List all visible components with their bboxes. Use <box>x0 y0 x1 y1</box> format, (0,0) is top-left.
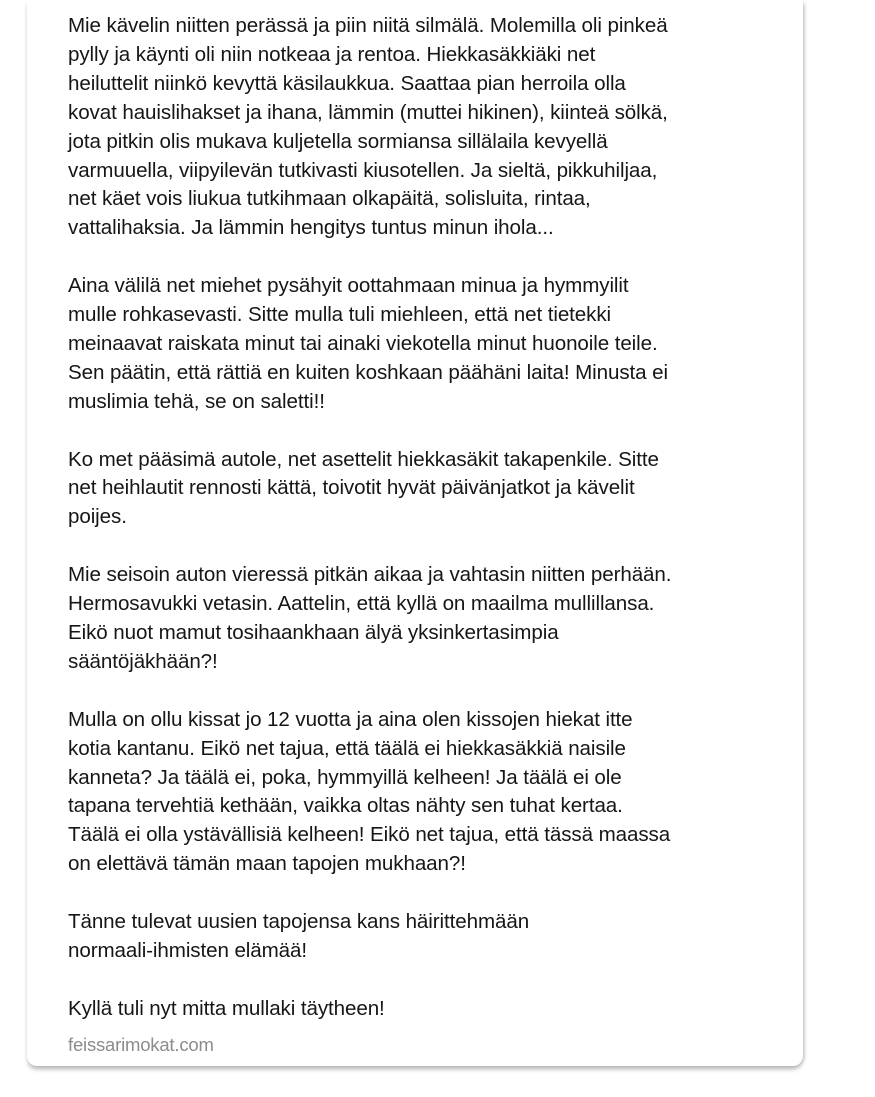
post-paragraph-5: Mulla on ollu kissat jo 12 vuotta ja aina olen kissojen hiekat itte kotia kantanu. Eikö net tajua, että täälä ei hiekkasäkkiä naisile kanneta? Ja täälä ei, poka, hymmyillä kelheen! Ja täälä ei ole tapana tervehtiä kethään, vaikka oltas nähty sen tuhat kertaa. Täälä ei olla ystävällisiä kelheen! Eikö net tajua, että tässä maassa on elettävä tämän maan tapojen mukhaan?! <box>68 707 671 876</box>
post-paragraph-1: Mie kävelin niitten perässä ja piin niitä silmälä. Molemilla oli pinkeä pylly ja käynti oli niin notkeaa ja rentoa. Hiekkasäkkiäki net heiluttelit niinkö kevyttä käsilaukkua. Saattaa pian herroila olla kovat hauislihakset ja ihana, lämmin (muttei hikinen), kiinteä sölkä, jota pitkin olis mukava kuljetella sormiansa sillälaila kevyellä varmuuella, viipyilevän tutkivasti kiusotellen. Ja sieltä, pikkuhiljaa, net käet vois liukua tutkihmaan olkapäitä, solisluita, rintaa, vattalihaksia. Ja lämmin hengitys tuntus minun ihola... <box>68 14 668 240</box>
post-paragraph-4: Mie seisoin auton vieressä pitkän aikaa ja vahtasin niitten perhään. Hermosavukki vetasin. Aattelin, että kyllä on maailma mullillansa. Eikö nuot mamut tosihaankhaan älyä yksinkertasimpia sääntöjäkhään?! <box>68 563 672 673</box>
post-paragraph-2: Aina välilä net miehet pysähyit oottahmaan minua ja hymmyilit mulle rohkasevasti. Sitte mulla tuli miehleen, että net tietekki meinaavat raiskata minut tai ainaki viekotella minut huonoile teile. Sen päätin, että rättiä en kuiten koshkaan päähäni laita! Minusta ei muslimia tehä, se on saletti!! <box>68 274 668 413</box>
source-watermark: feissarimokat.com <box>68 1034 214 1055</box>
post-paragraph-7: Kyllä tuli nyt mitta mullaki täytheen! <box>68 996 385 1020</box>
post-paragraph-3: Ko met pääsimä autole, net asettelit hiekkasäkit takapenkile. Sitte net heihlautit rennosti kättä, toivotit hyvät päivänjatkot ja kävelit poijes. <box>68 447 659 529</box>
post-card <box>27 0 803 1066</box>
post-paragraph-6: Tänne tulevat uusien tapojensa kans häirittehmään normaali-ihmisten elämää! <box>68 910 530 962</box>
post-body <box>68 12 793 1024</box>
